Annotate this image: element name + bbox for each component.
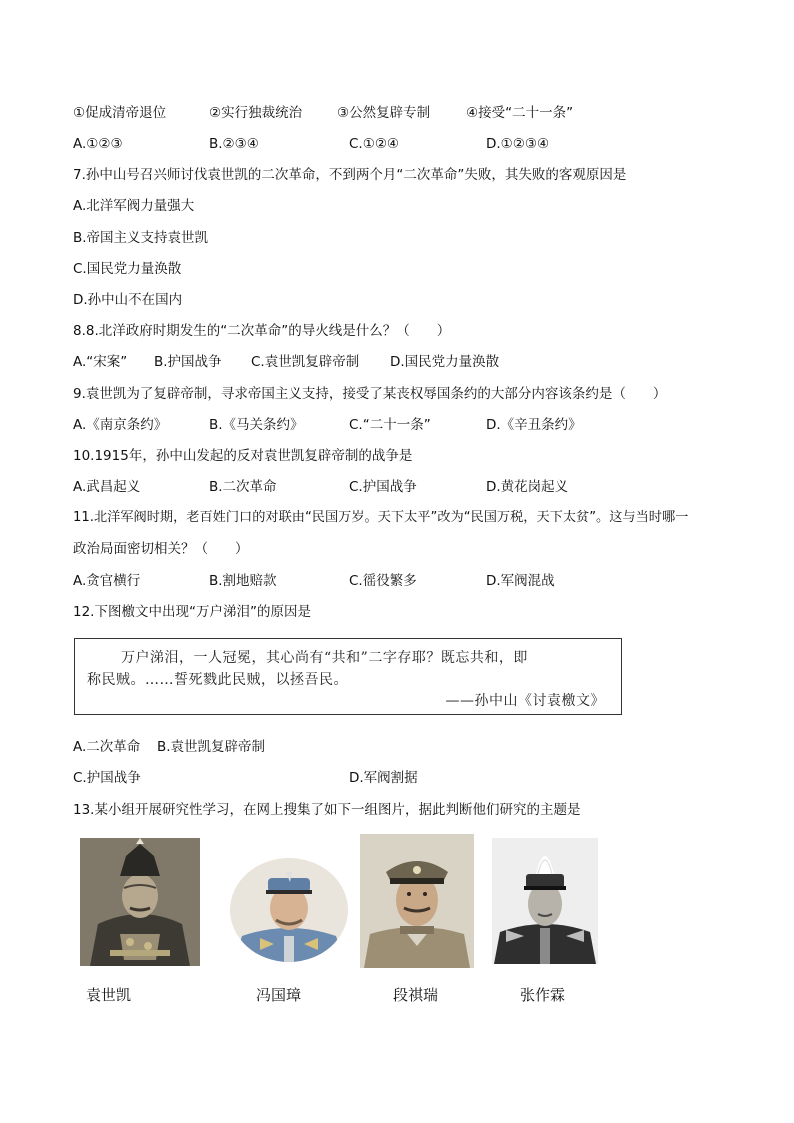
caption-zhang-zuolin: 张作霖 (520, 986, 566, 1004)
q9-option-b: B.《马关条约》 (209, 417, 304, 433)
caption-duan-qirui: 段祺瑞 (393, 986, 439, 1004)
q6-statement-2: ②实行独裁统治 (209, 105, 303, 121)
q10-option-c: C.护国战争 (349, 479, 417, 495)
q11-option-c: C.徭役繁多 (349, 573, 417, 589)
q12-option-a: A.二次革命 (73, 739, 141, 755)
q11-option-a: A.贪官横行 (73, 573, 141, 589)
q9-option-c: C.“二十一条” (349, 417, 431, 433)
q12-quote-line2: 称民贼。……誓死戮此民贼，以拯吾民。 (87, 672, 348, 688)
caption-yuan-shikai: 袁世凯 (86, 986, 132, 1004)
q11-option-b: B.割地赔款 (209, 573, 277, 589)
q9-option-a: A.《南京条约》 (73, 417, 168, 433)
caption-feng-guozhang: 冯国璋 (256, 986, 302, 1004)
q6-option-c: C.①②④ (349, 136, 400, 152)
q11-stem-line1: 11.北洋军阀时期，老百姓门口的对联由“民国万岁。天下太平”改为“民国万税，天下太贫”。这与当时哪一 (73, 510, 689, 525)
q7-option-a: A.北洋军阀力量强大 (73, 198, 195, 214)
q11-stem-line2: 政治局面密切相关？（ ） (73, 541, 249, 557)
q10-option-a: A.武昌起义 (73, 479, 141, 495)
q12-option-c: C.护国战争 (73, 770, 141, 786)
q8-option-d: D.国民党力量涣散 (390, 354, 500, 370)
q8-option-a: A.“宋案” (73, 354, 128, 370)
q10-stem: 10.1915年，孙中山发起的反对袁世凯复辟帝制的战争是 (73, 448, 413, 464)
q12-quote-line1: 万户涕泪，一人冠冕，其心尚有“共和”二字存耶？既忘共和，即 (121, 650, 528, 666)
q8-stem: 8.8.北洋政府时期发生的“二次革命”的导火线是什么？（ ） (73, 323, 451, 339)
q10-option-b: B.二次革命 (209, 479, 277, 495)
q8-option-c: C.袁世凯复辟帝制 (251, 354, 360, 370)
q7-option-c: C.国民党力量涣散 (73, 261, 182, 277)
q12-stem: 12.下图檄文中出现“万户涕泪”的原因是 (73, 604, 311, 620)
q7-option-b: B.帝国主义支持袁世凯 (73, 230, 209, 246)
portrait-photo-yuan-shikai (80, 838, 200, 966)
q9-stem: 9.袁世凯为了复辟帝制，寻求帝国主义支持，接受了某丧权辱国条约的大部分内容该条约是（ ） (73, 386, 667, 402)
q6-option-b: B.②③④ (209, 136, 259, 152)
q6-statement-4: ④接受“二十一条” (466, 105, 574, 121)
q12-option-b: B.袁世凯复辟帝制 (157, 739, 266, 755)
q11-option-d: D.军阀混战 (486, 573, 555, 589)
portrait-photo-duan-qirui (360, 834, 474, 968)
q12-quote-source: ——孙中山《讨袁檄文》 (445, 693, 605, 709)
q6-statement-3: ③公然复辟专制 (337, 105, 431, 121)
q6-statement-1: ①促成清帝退位 (73, 105, 167, 121)
q7-option-d: D.孙中山不在国内 (73, 292, 183, 308)
q7-stem: 7.孙中山号召兴师讨伐袁世凯的二次革命，不到两个月“二次革命”失败，其失败的客观原因是 (73, 167, 627, 183)
q12-quote-box (74, 638, 622, 715)
q9-option-d: D.《辛丑条约》 (486, 417, 582, 433)
q12-option-d: D.军阀割据 (349, 770, 418, 786)
q8-option-b: B.护国战争 (154, 354, 222, 370)
q13-stem: 13.某小组开展研究性学习，在网上搜集了如下一组图片，据此判断他们研究的主题是 (73, 802, 581, 818)
q6-option-d: D.①②③④ (486, 136, 550, 152)
portrait-photo-feng-guozhang (230, 858, 348, 962)
portrait-photo-zhang-zuolin (492, 838, 598, 964)
q6-option-a: A.①②③ (73, 136, 123, 152)
q10-option-d: D.黄花岗起义 (486, 479, 569, 495)
